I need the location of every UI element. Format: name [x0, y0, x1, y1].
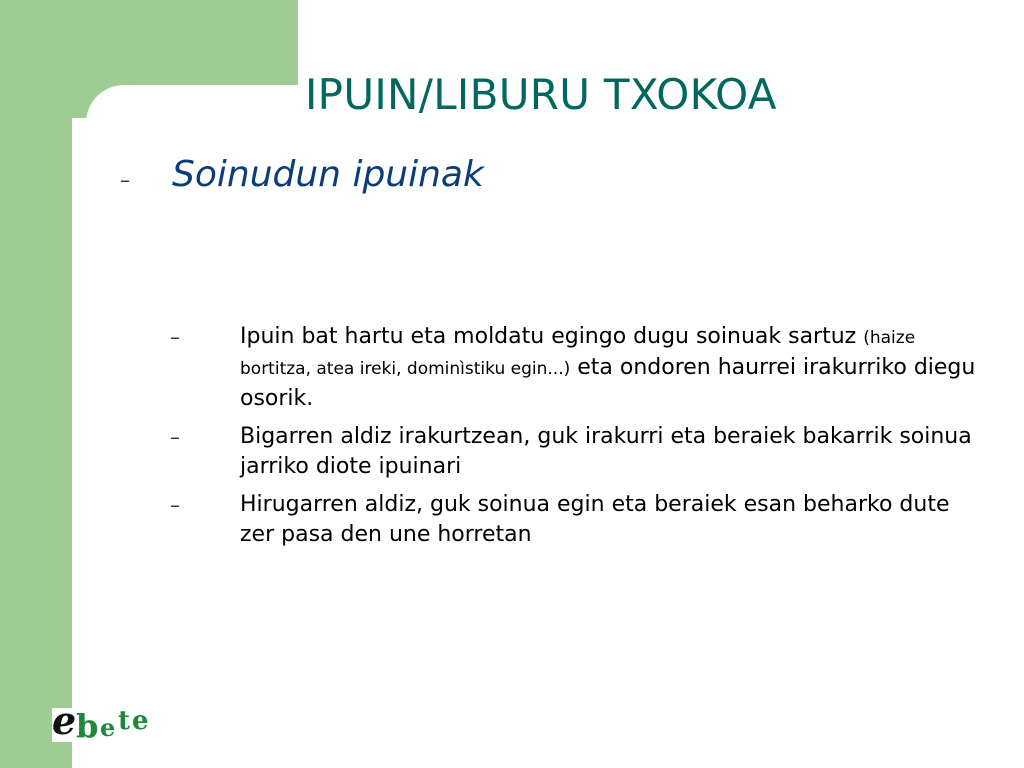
bullet-text: eta ondoren haurrei irakurriko diegu osorik. [240, 355, 976, 411]
slide-title: IPUIN/LIBURU TXOKOA [305, 70, 777, 119]
ebete-logo [50, 700, 160, 750]
bullet-text: Bigarren aldiz irakurtzean, guk irakurri eta beraiek bakarrik soinua jarriko diote ipuinari [240, 424, 972, 479]
bullet-marker: – [170, 493, 180, 517]
bullet-text: Ipuin bat hartu eta moldatu egingo dugu soinuak sartuz [240, 324, 864, 349]
logo-letter: e [132, 706, 149, 736]
bullet-text-small: (haize bortitza, atea ireki, dominìstiku egin...) [240, 328, 916, 379]
bullet-marker: – [170, 325, 180, 349]
logo-letter: t [118, 706, 131, 736]
bullet-item [170, 490, 990, 550]
logo-letter: e [100, 713, 116, 742]
bullet-marker: – [170, 425, 180, 449]
logo-letter: b [76, 707, 99, 745]
slide-subtitle: Soinudun ipuinak [172, 154, 484, 195]
subtitle-marker: – [120, 168, 130, 192]
bullet-list [170, 322, 990, 558]
bullet-text: Hirugarren aldiz, guk soinua egin eta beraiek esan beharko dute zer pasa den une horretan [240, 492, 950, 547]
logo-letter: e [52, 698, 77, 743]
bullet-item [170, 322, 990, 414]
bullet-item [170, 422, 990, 482]
